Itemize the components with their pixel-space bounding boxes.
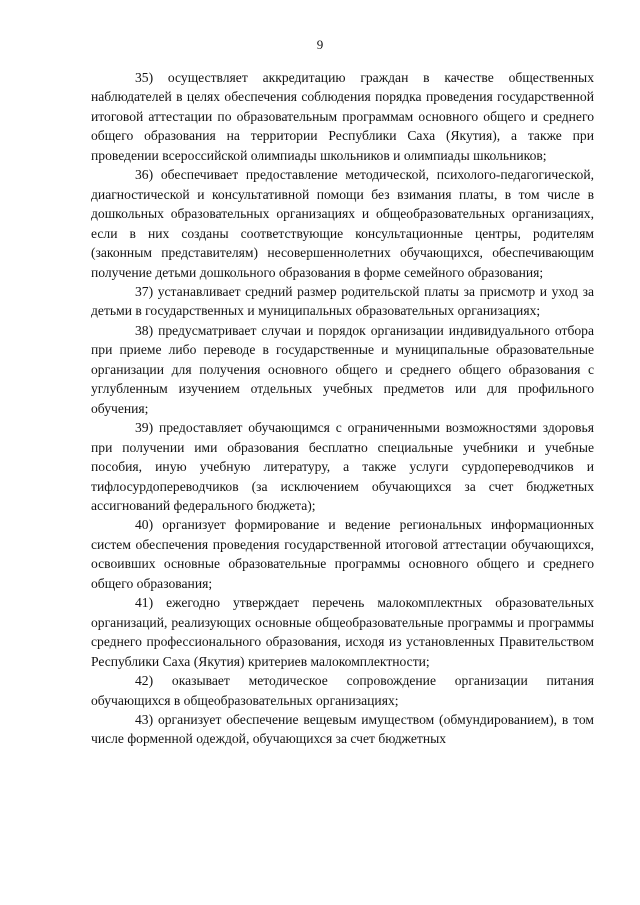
paragraph-42: 42) оказывает методическое сопровождение организации питания обучающихся в общеобразовательных организациях;: [91, 673, 594, 708]
paragraph-35: 35) осуществляет аккредитацию граждан в качестве общественных наблюдателей в целях обеспечения соблюдения порядка проведения государственной итоговой аттестации по образовательным программам основного общего и среднего общего образования на территории Республики Саха (Якутия), а также при проведении всероссийской олимпиады школьников и олимпиады школьников;: [91, 70, 594, 163]
paragraph-41: 41) ежегодно утверждает перечень малокомплектных образовательных организаций, реализующих основные общеобразовательные программы и программы среднего профессионального образования, исходя из установленных Правительством Республики Саха (Якутия) критериев малокомплектности;: [91, 595, 594, 669]
page-number: 9: [316, 37, 324, 52]
paragraph-37: 37) устанавливает средний размер родительской платы за присмотр и уход за детьми в государственных и муниципальных образовательных организациях;: [91, 283, 594, 319]
document-body: [91, 68, 594, 749]
paragraph-40: 40) организует формирование и ведение региональных информационных систем обеспечения проведения государственной итоговой аттестации обучающихся, освоивших основные образовательные программы основного общего и среднего общего образования;: [91, 517, 594, 591]
paragraph-38: 38) предусматривает случаи и порядок организации индивидуального отбора при приеме либо переводе в государственные и муниципальные образовательные организации для получения основного общего и среднего общего образования с углубленным изучением отдельных учебных предметов или для профильного обучения;: [91, 322, 594, 416]
paragraph-39: 39) предоставляет обучающимся с ограниченными возможностями здоровья при получении ими образования бесплатно специальные учебники и учебные пособия, иную учебную литературу, а также услуги сурдопереводчиков и тифлосурдопереводчиков (за исключением обучающихся за счет бюджетных ассигнований федерального бюджета);: [91, 420, 594, 513]
paragraph-36: 36) обеспечивает предоставление методической, психолого-педагогической, диагностической и консультативной помощи без взимания платы, в том числе в дошкольных образовательных организациях и общеобразовательных организациях, если в них созданы соответствующие консультационные центры, родителям (законным представителям) несовершеннолетних обучающихся, обеспечивающим получение детьми дошкольного образования в форме семейного образования;: [91, 167, 594, 280]
paragraph-43: 43) организует обеспечение вещевым имуществом (обмундированием), в том числе форменной одеждой, обучающихся за счет бюджетных: [91, 711, 594, 747]
